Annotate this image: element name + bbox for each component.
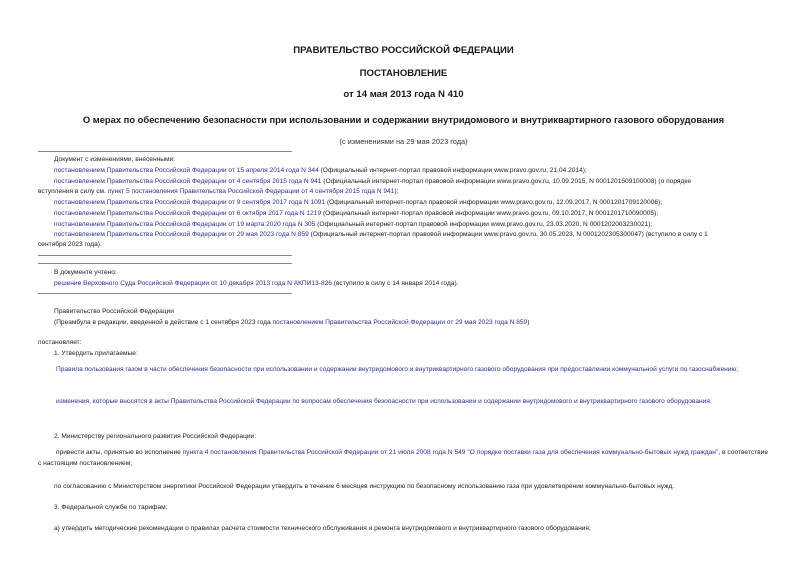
preamble-note: (Преамбула в редакции, введенной в действие с 1 сентября 2023 года постановлением Правительства Российской Федерации от 29 мая 2023 года N 859) xyxy=(54,319,530,326)
amendment-link[interactable]: пункт 5 постановления Правительства Российской Федерации от 4 сентября 2015 года N 941 xyxy=(107,188,395,195)
amendment-link[interactable]: постановлением Правительства Российской Федерации от 6 октября 2017 года N 1219 xyxy=(54,210,322,217)
decrees-label: постановляет: xyxy=(38,339,82,346)
clause-3a: а) утвердить методические рекомендации о правилах расчета стоимости технического обслуживания и ремонта внутридомового и внутриквартирного газового оборудования; xyxy=(54,525,591,532)
amendment-item-cont: вступления в силу см. пункт 5 постановления Правительства Российской Федерации от 4 сентября 2015 года N 941); xyxy=(38,188,399,195)
document-title: О мерах по обеспечению безопасности при использовании и содержании внутридомового и внутриквартирного газового оборудования xyxy=(82,114,725,125)
amendment-item-cont: сентября 2023 года). xyxy=(38,241,102,248)
divider xyxy=(38,151,292,152)
considered-item: решение Верховного Суда Российской Федерации от 10 декабря 2013 года N АКПИ13-826 (вступило в силу с 14 января 2014 года). xyxy=(54,280,459,287)
clause-1a xyxy=(38,365,768,376)
divider xyxy=(38,293,292,294)
amendment-link[interactable]: постановлением Правительства Российской Федерации от 19 марта 2020 года N 305 xyxy=(54,221,316,228)
revision-note: (с изменениями на 29 мая 2023 года) xyxy=(339,137,468,146)
court-decision-link[interactable]: решение Верховного Суда Российской Федерации от 10 декабря 2013 года N АКПИ13-826 xyxy=(54,280,332,287)
amendment-item: постановлением Правительства Российской Федерации от 4 сентября 2015 года N 941 (Официальный интернет-портал правовой информации www.pravo.gov.ru, 10.09.2015, N 0001201509100008) (о порядке xyxy=(54,178,691,185)
clause-3: 3. Федеральной службе по тарифам: xyxy=(54,504,168,511)
doc-type-heading: ПОСТАНОВЛЕНИЕ xyxy=(359,68,448,79)
amendment-item: постановлением Правительства Российской Федерации от 15 апреля 2014 года N 344 (Официальный интернет-портал правовой информации www.pravo.gov.ru, 21.04.2014); xyxy=(54,167,587,174)
amendment-link[interactable]: постановлением Правительства Российской Федерации от 4 сентября 2015 года N 941 xyxy=(54,178,322,185)
amendment-item: постановлением Правительства Российской Федерации от 29 мая 2023 года N 859 (Официальный интернет-портал правовой информации www.pravo.gov.ru, 30.05.2023, N 0001202305300047) (вступило в силу с 1 xyxy=(54,231,708,238)
divider xyxy=(38,255,292,256)
divider xyxy=(38,263,292,264)
date-number-heading: от 14 мая 2013 года N 410 xyxy=(343,89,464,100)
considered-intro: В документе учтено: xyxy=(54,269,117,276)
preamble-link[interactable]: постановлением Правительства Российской Федерации от 29 мая 2023 года N 859 xyxy=(272,319,528,326)
amendment-item: постановлением Правительства Российской Федерации от 6 октября 2017 года N 1219 (Официальный интернет-портал правовой информации www.pravo.gov.ru, 09.10.2017, N 0001201710090005); xyxy=(54,210,659,217)
preamble-line: Правительство Российской Федерации xyxy=(54,308,174,315)
decree-549-link[interactable]: пункта 4 постановления Правительства Российской Федерации от 21 июля 2008 года N 549 "О порядке поставки газа для обеспечения коммунально-бытовых нужд граждан" xyxy=(182,449,719,456)
authority-heading: ПРАВИТЕЛЬСТВО РОССИЙСКОЙ ФЕДЕРАЦИИ xyxy=(293,45,514,56)
clause-1: 1. Утвердить прилагаемые: xyxy=(54,350,138,357)
amendment-item: постановлением Правительства Российской Федерации от 19 марта 2020 года N 305 (Официальный интернет-портал правовой информации www.pravo.gov.ru, 23.03.2020, N 0001202003230021); xyxy=(54,221,653,228)
amendments-intro: Документ с изменениями, внесенными: xyxy=(54,156,176,163)
amendment-item: постановлением Правительства Российской Федерации от 9 сентября 2017 года N 1091 (Официальный интернет-портал правовой информации www.pravo.gov.ru, 12.09.2017, N 0001201709120006); xyxy=(54,199,663,206)
clause-2: 2. Министерству регионального развития Российской Федерации: xyxy=(54,433,257,440)
amendment-link[interactable]: постановлением Правительства Российской Федерации от 9 сентября 2017 года N 1091 xyxy=(54,199,326,206)
amendments-acts-link[interactable]: изменения, которые вносятся в акты Правительства Российской Федерации по вопросам обеспечения безопасности при использовании и содержании внутридомового и внутриквартирного газового оборудования. xyxy=(56,398,712,405)
amendment-link[interactable]: постановлением Правительства Российской Федерации от 29 мая 2023 года N 859 xyxy=(54,231,309,238)
clause-2a: привести акты, принятые во исполнение пункта 4 постановления Правительства Российской Федерации от 21 июля 2008 года N 549 "О порядке поставки газа для обеспечения коммунально-бытовых нужд граждан", в соответствие с настоящим постановлением; xyxy=(38,449,768,467)
clause-2b: по согласованию с Министерством энергетики Российской Федерации утвердить в течение 6 месяцев инструкцию по безопасному использованию газа при удовлетворении коммунально-бытовых нужд. xyxy=(54,483,675,490)
clause-1b xyxy=(38,397,768,408)
rules-link[interactable]: Правила пользования газом в части обеспечения безопасности при использовании и содержании внутридомового и внутриквартирного газового оборудования при предоставлении коммунальной услуги по газоснабжению; xyxy=(56,366,739,373)
amendment-link[interactable]: постановлением Правительства Российской Федерации от 15 апреля 2014 года N 344 xyxy=(54,167,319,174)
